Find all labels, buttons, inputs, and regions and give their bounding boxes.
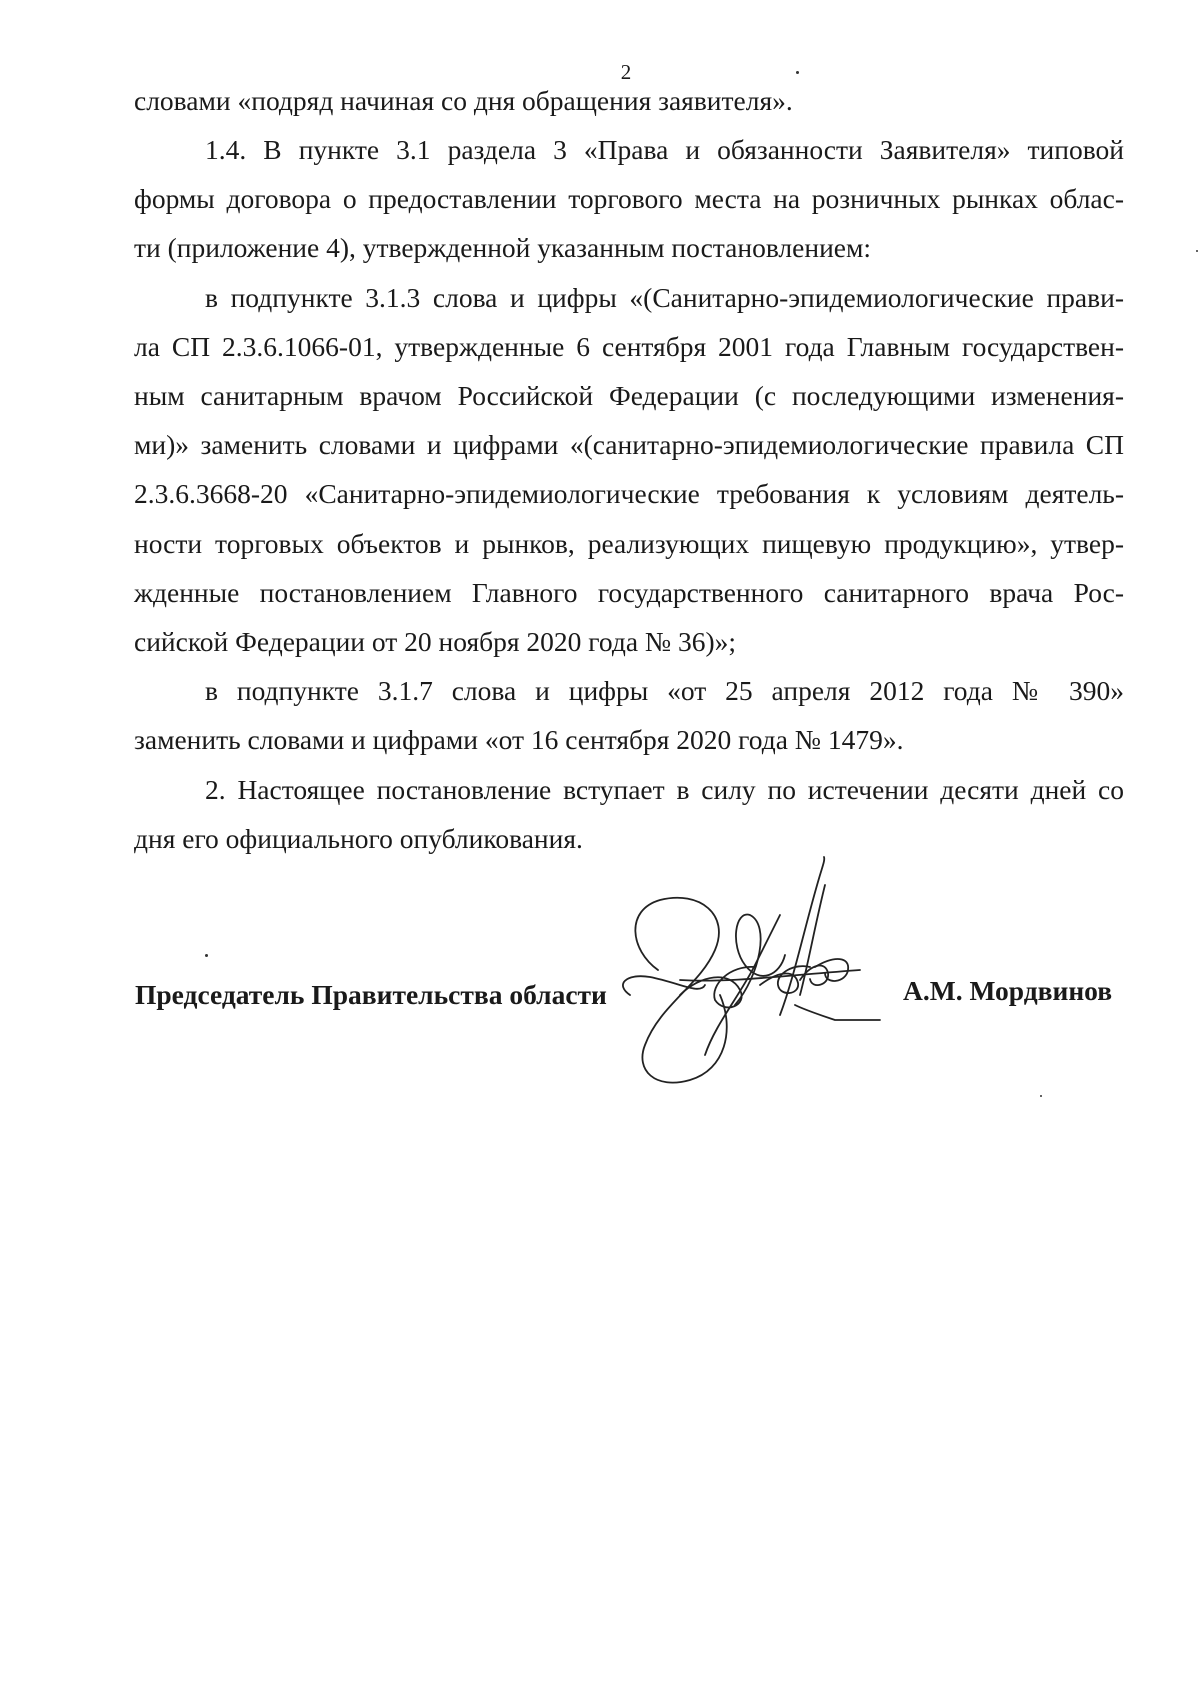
body-line: жденные постановлением Главного государственного санитарного врача Рос- [134, 577, 1124, 608]
scan-speck [205, 954, 208, 957]
handwritten-signature [620, 855, 920, 1105]
scan-speck [1040, 1095, 1042, 1097]
body-line: 2.3.6.3668-20 «Санитарно-эпидемиологические требования к условиям деятель- [134, 478, 1124, 509]
body-line: в подпункте 3.1.3 слова и цифры «(Санитарно-эпидемиологические прави- [205, 282, 1124, 313]
scan-speck [796, 71, 799, 74]
body-line: ности торговых объектов и рынков, реализующих пищевую продукцию», утвер- [134, 528, 1124, 559]
body-line: ла СП 2.3.6.1066-01, утвержденные 6 сентября 2001 года Главным государствен- [134, 331, 1124, 362]
signer-title: Председатель Правительства области [135, 979, 607, 1010]
page-number: 2 [620, 60, 632, 84]
body-line: формы договора о предоставлении торгового места на розничных рынках облас- [134, 183, 1124, 214]
body-line: ми)» заменить словами и цифрами «(санитарно-эпидемиологические правила СП [134, 429, 1124, 460]
body-line: в подпункте 3.1.7 слова и цифры «от 25 апреля 2012 года № 390» [205, 675, 1124, 706]
body-line: 1.4. В пункте 3.1 раздела 3 «Права и обязанности Заявителя» типовой [205, 134, 1124, 165]
body-line: ным санитарным врачом Российской Федерации (с последующими изменения- [134, 380, 1124, 411]
body-line: заменить словами и цифрами «от 16 сентября 2020 года № 1479». [134, 724, 904, 755]
scan-speck [1196, 250, 1198, 252]
body-line: сийской Федерации от 20 ноября 2020 года № 36)»; [134, 626, 737, 657]
body-line: ти (приложение 4), утвержденной указанным постановлением: [134, 232, 872, 263]
body-line: 2. Настоящее постановление вступает в силу по истечении десяти дней со [205, 774, 1124, 805]
body-line: словами «подряд начиная со дня обращения заявителя». [134, 85, 793, 116]
signer-name: А.М. Мордвинов [903, 975, 1113, 1006]
body-line: дня его официального опубликования. [134, 823, 583, 854]
